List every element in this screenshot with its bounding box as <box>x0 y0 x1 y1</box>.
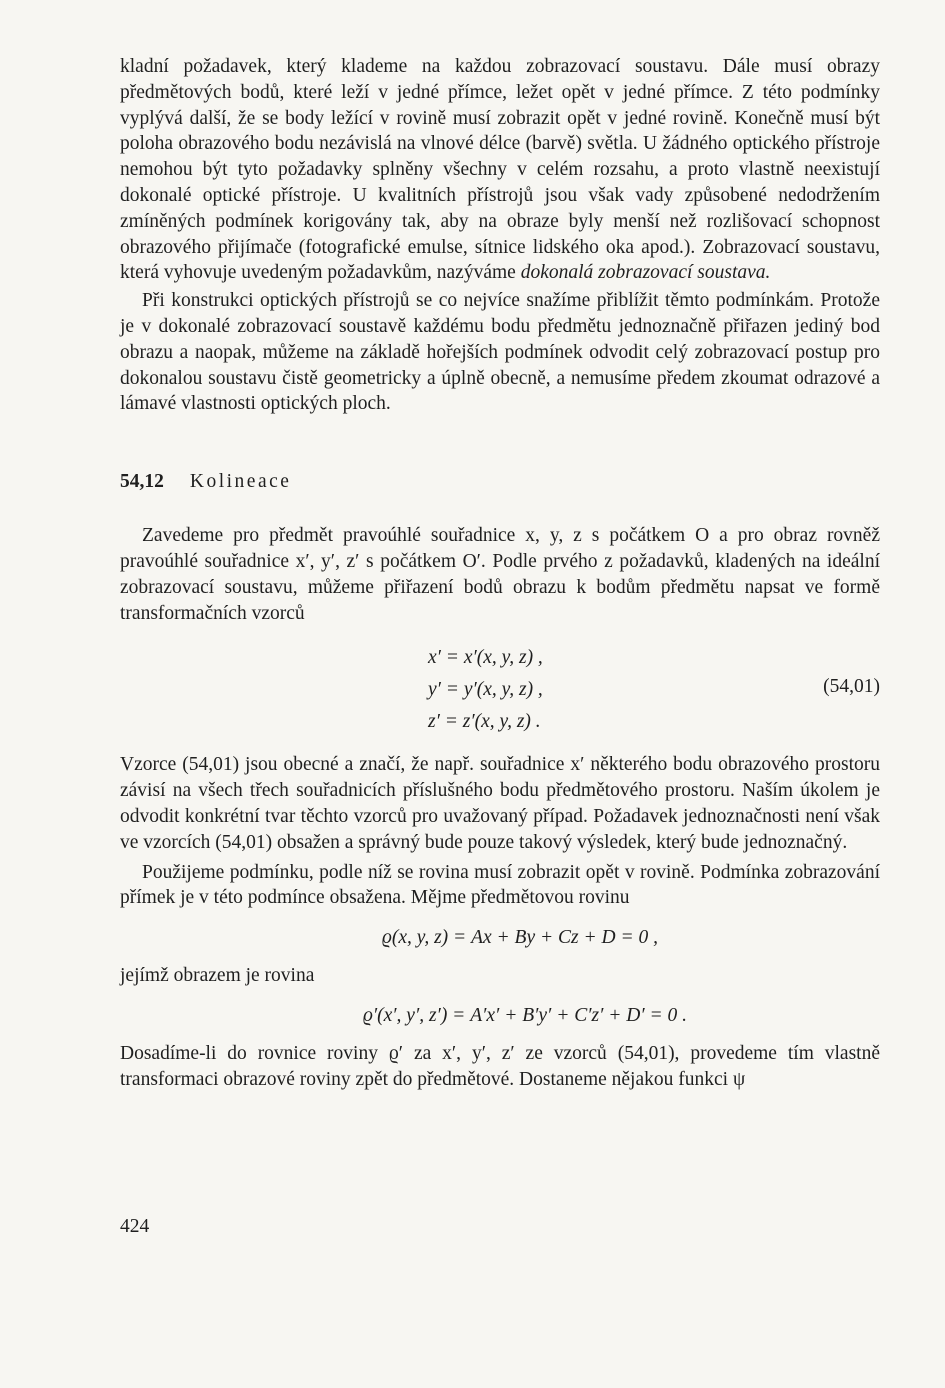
italic-term: dokonalá zobrazovací soustava. <box>520 262 771 284</box>
page-content <box>120 54 880 1093</box>
display-equation-1: ϱ(x, y, z) = Ax + By + Cz + D = 0 , <box>381 927 659 949</box>
display-equation-2: ϱ′(x′, y′, z′) = A′x′ + B′y′ + C′z′ + D′ = 0 . <box>362 1004 688 1026</box>
paragraph-5: Použijeme podmínku, podle níž se rovina musí zobrazit opět v rovině. Podmínka zobrazování přímek je v této podmínce obsažena. Mějme předmětovou rovinu <box>120 861 880 909</box>
section-number: 54,12 <box>120 471 164 493</box>
section-title: Kolineace <box>189 471 292 493</box>
equation-line: x′ = x′(x, y, z) , <box>428 647 543 669</box>
equation-number: (54,01) <box>823 676 880 698</box>
paragraph-2: Při konstrukci optických přístrojů se co nejvíce snažíme přiblížit těmto podmínkám. Protože je v dokonalé zobrazovací soustavě každému bodu předmětu jednoznačně přiřazen jediný bod obrazu a naopak, můžeme na základě hořejších podmínek odvodit celý zobrazovací postup pro dokonalou soustavu čistě geometricky a úplně obecně, a nemusíme předem zkoumat odrazové a lámavé vlastnosti optických ploch. <box>120 290 880 415</box>
equation-line: y′ = y′(x, y, z) , <box>428 679 543 701</box>
paragraph-7: Dosadíme-li do rovnice roviny ϱ′ za x′, y′, z′ ze vzorců (54,01), provedeme tím vlastně transformaci obrazové roviny zpět do předmětové. Dostaneme nějakou funkci ψ <box>120 1042 880 1090</box>
equation-line: z′ = z′(x, y, z) . <box>428 711 541 733</box>
paragraph-6: jejímž obrazem je rovina <box>120 965 315 987</box>
paragraph-4: Vzorce (54,01) jsou obecné a značí, že např. souřadnice x′ některého bodu obrazového prostoru závisí na všech třech souřadnicích příslušného bodu předmětového prostoru. Naším úkolem je odvodit konkrétní tvar těchto vzorců pro uvažovaný případ. Požadavek jednoznačnosti není však ve vzorcích (54,01) obsažen a správný bude pouze takový výsledek, který bude jednoznačný. <box>120 754 880 853</box>
paragraph-3: Zavedeme pro předmět pravoúhlé souřadnice x, y, z s počátkem O a pro obraz rovněž pravoúhlé souřadnice x′, y′, z′ s počátkem O′. Podle prvého z požadavků, kladených na ideální zobrazovací soustavu, můžeme přiřazení bodů obrazu k bodům předmětu napsat ve formě transformačních vzorců <box>120 525 880 624</box>
page-number: 424 <box>120 1216 150 1237</box>
section-heading <box>120 469 880 495</box>
paragraph-1: kladní požadavek, který klademe na každou zobrazovací soustavu. Dále musí obrazy předmětových bodů, které leží v jedné přímce, ležet opět v jedné přímce. Z této podmínky vyplývá další, že se body ležící v rovině musí zobrazit opět v jedné rovině. Konečně musí být poloha obrazového bodu nezávislá na vlnové délce (barvě) světla. U žádného optického přístroje nemohou být tyto požadavky splněny všechny v celém rozsahu, a proto vlastně neexistují dokonalé optické přístroje. U kvalitních přístrojů jsou však vady způsobené nedodržením zmíněných podmínek korigovány tak, aby na obraze byly menší než rozlišovací schopnost obrazového přijímače (fotografické emulse, sítnice lidského oka apod.). Zobrazovací soustavu, která vyhovuje uvedeným požadavkům, nazýváme dokonalá zobrazovací soustava. <box>120 56 880 284</box>
equation-block <box>120 642 880 738</box>
